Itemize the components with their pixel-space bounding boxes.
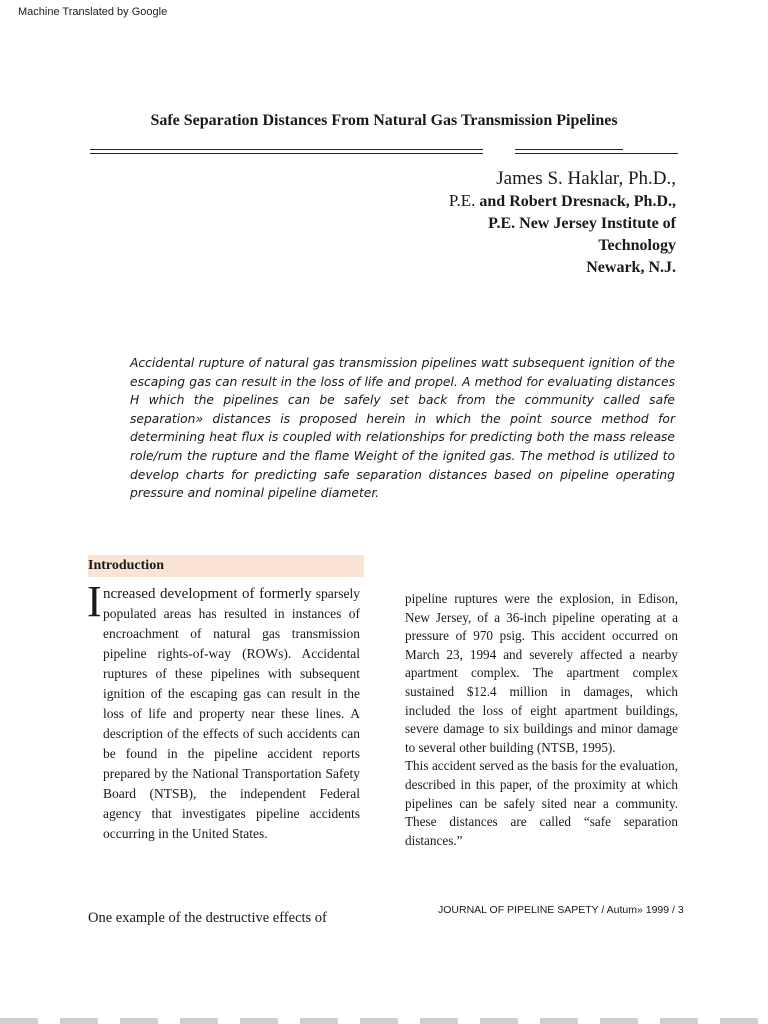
intro-first-words: ncreased development of formerly bbox=[103, 586, 312, 602]
title-rule-left bbox=[90, 149, 483, 150]
intro-left-text: sparsely populated areas has resulted in instances of encroachment of natural gas transmission pipeline rights-of-way (ROWs). Accidental ruptures of these pipelines with subsequent ignition of the escaping gas can result in the loss of life and property near these lines. A description of the effects of such accidents can be found in the pipeline accident reports prepared by the National Transportation Safety Board (NTSB), the independent Federal agency that investigates pipeline accidents occurring in the United States. bbox=[103, 586, 361, 841]
paper-title: Safe Separation Distances From Natural Gas Transmission Pipelines bbox=[150, 112, 618, 129]
intro-right-text-2: This accident served as the basis for the evaluation, described in this paper, of the proximity at which pipelines can be safely sited near a community. These distances are called “safe separation distances.” bbox=[405, 758, 678, 848]
title-rule-left-2 bbox=[90, 153, 483, 154]
author-line-3: P.E. New Jersey Institute of bbox=[488, 215, 676, 232]
translation-note: Machine Translated by Google bbox=[18, 6, 168, 18]
author-line-4: Technology bbox=[598, 237, 676, 254]
journal-footer: JOURNAL OF PIPELINE SAPETY / Autum» 1999 / 3 bbox=[438, 904, 684, 916]
author-block bbox=[256, 168, 676, 279]
section-heading-introduction: Introduction bbox=[88, 555, 364, 577]
abstract bbox=[130, 354, 675, 503]
author-line-2-rest: and Robert Dresnack, Ph.D., bbox=[479, 193, 676, 210]
drop-cap: I bbox=[87, 577, 102, 626]
author-line-1: James S. Haklar, Ph.D., bbox=[496, 168, 676, 189]
page-bottom-edge bbox=[0, 1018, 768, 1024]
author-line-5: Newark, N.J. bbox=[586, 259, 676, 276]
intro-continuation: One example of the destructive effects of bbox=[88, 910, 327, 926]
intro-right-column bbox=[405, 590, 678, 850]
author-line-2-pe: P.E. bbox=[448, 191, 476, 210]
author-line-2 bbox=[256, 190, 676, 213]
intro-left-column bbox=[87, 577, 361, 844]
intro-right-text-1: pipeline ruptures were the explosion, in Edison, New Jersey, of a 36-inch pipeline operating at a pressure of 970 psig. This accident occurred on March 23, 1994 and severely affected a nearby apartment complex. The apartment complex sustained $12.4 million in damages, which included the loss of eight apartment buildings, severe damage to six buildings and minor damage to several other building (NTSB, 1995). bbox=[405, 591, 678, 755]
abstract-text: Accidental rupture of natural gas transmission pipelines watt subsequent ignition of the escaping gas can result in the loss of life and propel. A method for evaluating distances H which the pipelines can be safely set back from the community called safe separation» distances is proposed herein in which the point source method for determining heat flux is coupled with relationships for predicting both the mass release role/rum the rupture and the flame Weight of the ignited gas. The method is utilized to develop charts for predicting safe separation distances based on pipeline operating pressure and nominal pipeline diameter. bbox=[130, 356, 675, 501]
title-rule-right bbox=[515, 149, 623, 150]
title-rule-right-2 bbox=[515, 153, 678, 154]
